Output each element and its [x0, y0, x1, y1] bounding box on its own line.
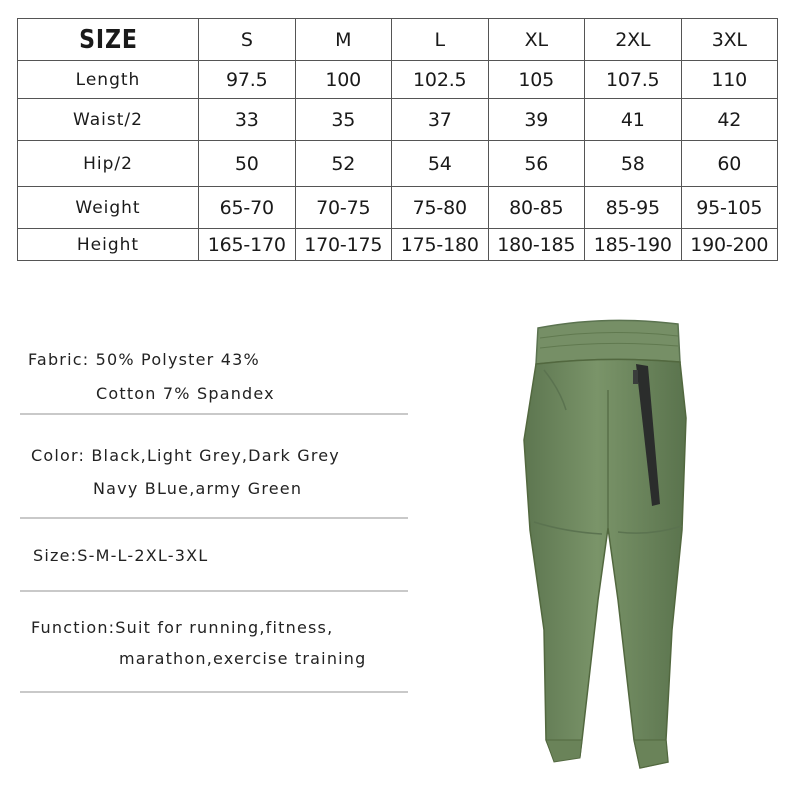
size-header-cell: 3XL	[681, 19, 778, 61]
table-cell: 37	[392, 99, 489, 141]
size-header-cell: S	[199, 19, 296, 61]
table-cell: 58	[585, 141, 682, 187]
table-cell: 70-75	[295, 187, 392, 229]
function-line-2: marathon,exercise training	[119, 649, 367, 668]
table-cell: 50	[199, 141, 296, 187]
fabric-line-2: Cotton 7% Spandex	[96, 384, 275, 403]
table-row	[18, 141, 778, 187]
table-cell: 65-70	[199, 187, 296, 229]
table-cell: 107.5	[585, 61, 682, 99]
table-cell: 56	[488, 141, 585, 187]
table-cell: 102.5	[392, 61, 489, 99]
table-cell: 97.5	[199, 61, 296, 99]
row-label-length: Length	[18, 61, 199, 99]
table-cell: 165-170	[199, 229, 296, 261]
color-line-2: Navy BLue,army Green	[93, 479, 303, 498]
table-cell: 60	[681, 141, 778, 187]
function-line-1: Function:Suit for running,fitness,	[31, 618, 334, 637]
table-cell: 80-85	[488, 187, 585, 229]
table-cell: 190-200	[681, 229, 778, 261]
table-cell: 170-175	[295, 229, 392, 261]
table-row	[18, 99, 778, 141]
table-cell: 105	[488, 61, 585, 99]
divider	[20, 517, 408, 519]
table-cell: 175-180	[392, 229, 489, 261]
divider	[20, 691, 408, 693]
table-cell: 41	[585, 99, 682, 141]
table-row	[18, 229, 778, 261]
size-header-cell: L	[392, 19, 489, 61]
size-line: Size:S-M-L-2XL-3XL	[33, 546, 209, 565]
table-cell: 180-185	[488, 229, 585, 261]
table-cell: 185-190	[585, 229, 682, 261]
table-cell: 52	[295, 141, 392, 187]
size-corner-label: SIZE	[31, 19, 185, 61]
table-cell: 33	[199, 99, 296, 141]
waistband	[536, 320, 680, 364]
table-row	[18, 61, 778, 99]
size-chart-table	[17, 18, 778, 261]
row-label-waist: Waist/2	[18, 99, 199, 141]
table-cell: 35	[295, 99, 392, 141]
fabric-line-1: Fabric: 50% Polyster 43%	[28, 350, 260, 369]
size-header-cell: 2XL	[585, 19, 682, 61]
zipper-pull	[633, 370, 638, 384]
table-cell: 110	[681, 61, 778, 99]
table-cell: 42	[681, 99, 778, 141]
table-cell: 95-105	[681, 187, 778, 229]
row-label-weight: Weight	[18, 187, 199, 229]
table-cell: 100	[295, 61, 392, 99]
pants-body	[524, 359, 686, 768]
divider	[20, 413, 408, 415]
divider	[20, 590, 408, 592]
table-cell: 39	[488, 99, 585, 141]
size-header-row	[18, 19, 778, 61]
size-header-cell: XL	[488, 19, 585, 61]
color-line-1: Color: Black,Light Grey,Dark Grey	[31, 446, 340, 465]
table-row	[18, 187, 778, 229]
row-label-hip: Hip/2	[18, 141, 199, 187]
pants-illustration	[500, 300, 710, 790]
table-cell: 85-95	[585, 187, 682, 229]
row-label-height: Height	[18, 229, 199, 261]
table-cell: 75-80	[392, 187, 489, 229]
table-cell: 54	[392, 141, 489, 187]
size-header-cell: M	[295, 19, 392, 61]
